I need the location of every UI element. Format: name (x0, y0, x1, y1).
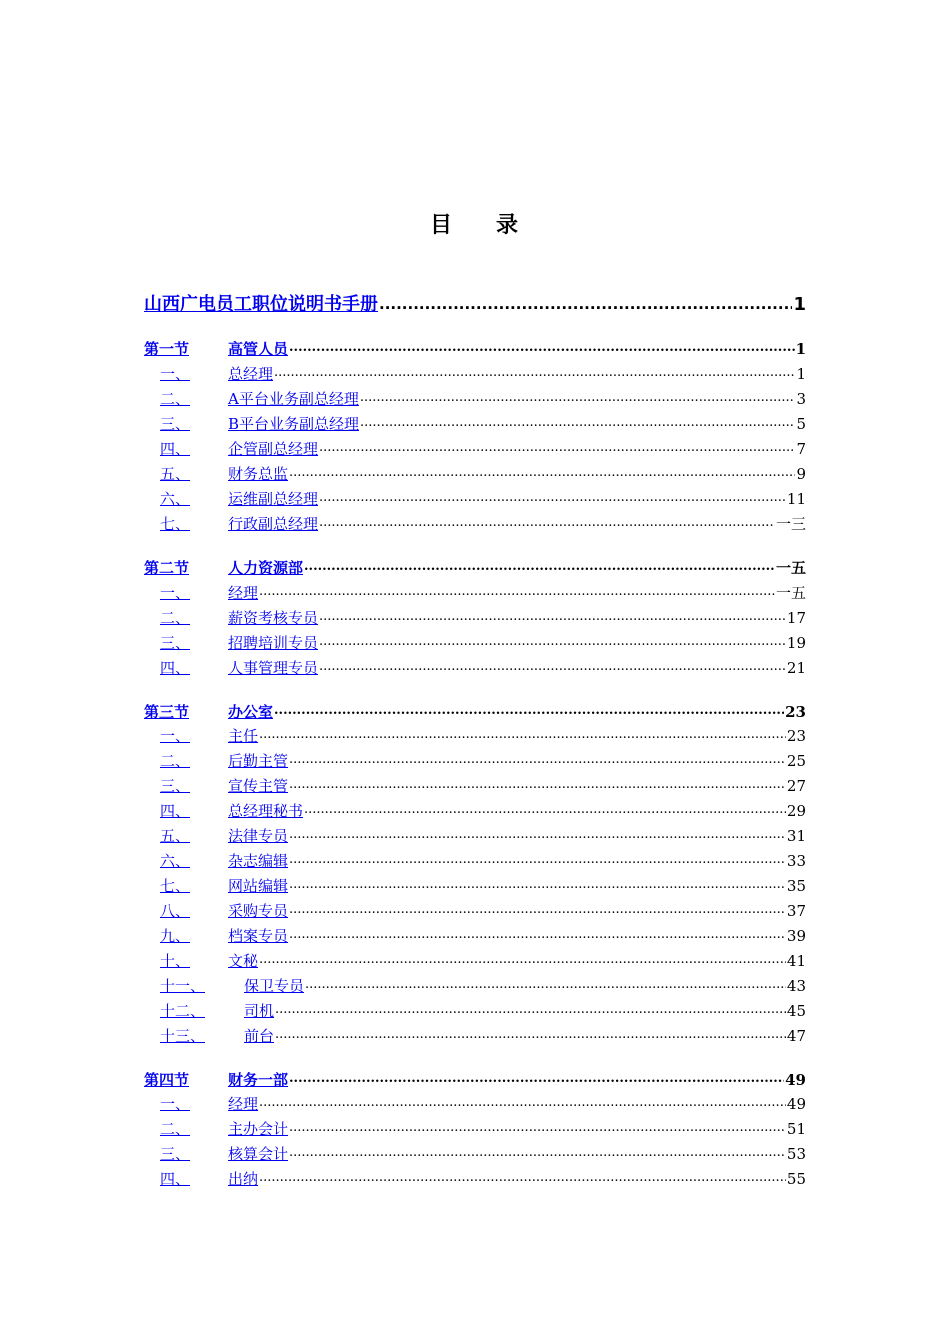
toc-entry-item[interactable] (144, 437, 806, 459)
toc-entry-item[interactable] (144, 1142, 806, 1164)
toc-entry-number[interactable]: 二、 (160, 609, 191, 627)
toc-entry-label[interactable]: 运维副总经理 (228, 490, 319, 508)
toc-entry-number[interactable]: 三、 (160, 777, 191, 795)
toc-page-number: 49 (785, 1071, 806, 1089)
toc-leader-dots (289, 1071, 784, 1087)
toc-leader-dots (275, 1027, 786, 1043)
toc-entry-item[interactable] (144, 362, 806, 384)
toc-leader-dots (289, 852, 786, 868)
toc-entry-label[interactable]: 出纳 (228, 1170, 259, 1188)
toc-page-number: 17 (786, 609, 806, 627)
toc-entry-number[interactable]: 三、 (160, 415, 191, 433)
toc-entry-label[interactable]: 主办会计 (228, 1120, 289, 1138)
toc-entry-document[interactable] (144, 289, 806, 315)
toc-entry-item[interactable] (144, 631, 806, 653)
toc-entry-item[interactable] (144, 974, 806, 996)
toc-entry-section[interactable] (144, 337, 806, 359)
toc-leader-dots (319, 490, 786, 506)
toc-page-number: 41 (786, 952, 806, 970)
toc-leader-dots (259, 584, 775, 600)
toc-entry-item[interactable] (144, 874, 806, 896)
toc-entry-item[interactable] (144, 774, 806, 796)
toc-entry-number[interactable]: 五、 (160, 465, 191, 483)
toc-entry-label[interactable]: 总经理秘书 (228, 802, 304, 820)
toc-entry-label[interactable]: 薪资考核专员 (228, 609, 319, 627)
toc-leader-dots (289, 877, 786, 893)
toc-page-number: 45 (786, 1002, 806, 1020)
toc-leader-dots (259, 952, 786, 968)
toc-page-number: 39 (786, 927, 806, 945)
toc-entry-number[interactable]: 五、 (160, 827, 191, 845)
toc-page-number: 1 (796, 365, 806, 383)
toc-leader-dots (319, 634, 786, 650)
toc-entry-item[interactable] (144, 899, 806, 921)
toc-leader-dots (319, 515, 775, 531)
page-title (0, 208, 950, 239)
toc-leader-dots (319, 609, 786, 625)
toc-leader-dots (289, 927, 786, 943)
toc-page-number: 51 (786, 1120, 806, 1138)
toc-entry-number[interactable]: 第二节 (144, 559, 190, 577)
toc-entry-number[interactable]: 四、 (160, 802, 191, 820)
toc-entry-label[interactable]: 保卫专员 (244, 977, 305, 995)
toc-entry-number[interactable]: 第四节 (144, 1071, 190, 1089)
toc-entry-item[interactable] (144, 487, 806, 509)
toc-entry-number[interactable]: 四、 (160, 440, 191, 458)
toc-entry-number[interactable]: 九、 (160, 927, 191, 945)
toc-leader-dots (289, 1145, 786, 1161)
toc-entry-number[interactable]: 第一节 (144, 340, 190, 358)
toc-leader-dots (275, 1002, 786, 1018)
toc-page-number: 37 (786, 902, 806, 920)
toc-leader-dots (274, 703, 784, 719)
toc-entry-number[interactable]: 四、 (160, 1170, 191, 1188)
toc-entry-item[interactable] (144, 724, 806, 746)
toc-entry-label[interactable]: 财务一部 (228, 1071, 289, 1089)
toc-leader-dots (319, 440, 795, 456)
toc-leader-dots (289, 752, 786, 768)
toc-entry-label[interactable]: 采购专员 (228, 902, 289, 920)
toc-leader-dots (289, 340, 795, 356)
toc-entry-label[interactable]: 核算会计 (228, 1145, 289, 1163)
toc-leader-dots (259, 1170, 786, 1186)
toc-leader-dots (289, 827, 786, 843)
toc-entry-number[interactable]: 七、 (160, 515, 191, 533)
title-char-2: 录 (496, 212, 521, 238)
toc-entry-section[interactable] (144, 556, 806, 578)
toc-entry-item[interactable] (144, 799, 806, 821)
toc-entry-number[interactable]: 十、 (160, 952, 191, 970)
toc-entry-number[interactable]: 六、 (160, 490, 191, 508)
toc-page-number: 21 (786, 659, 806, 677)
toc-entry-number[interactable]: 一、 (160, 727, 191, 745)
toc-entry-section[interactable] (144, 1068, 806, 1090)
toc-entry-number[interactable]: 二、 (160, 390, 191, 408)
toc-entry-label[interactable]: 司机 (244, 1002, 275, 1020)
toc-page-number: 11 (786, 490, 806, 508)
toc-entry-number[interactable]: 一、 (160, 365, 191, 383)
toc-entry-item[interactable] (144, 512, 806, 534)
toc-entry-label[interactable]: 经理 (228, 1095, 259, 1113)
toc-page-number: 1 (795, 340, 806, 358)
toc-leader-dots (305, 977, 786, 993)
toc-entry-label[interactable]: 人力资源部 (228, 559, 304, 577)
toc-entry-number[interactable]: 八、 (160, 902, 191, 920)
toc-entry-item[interactable] (144, 581, 806, 603)
toc-entry-number[interactable]: 十一、 (160, 977, 206, 995)
toc-leader-dots (304, 802, 786, 818)
toc-page-number: 47 (786, 1027, 806, 1045)
toc-entry-item[interactable] (144, 1117, 806, 1139)
toc-entry-label[interactable]: A平台业务副总经理 (228, 390, 359, 408)
toc-page-number: 一五 (775, 584, 806, 602)
toc-entry-item[interactable] (144, 387, 806, 409)
toc-page-number: 49 (786, 1095, 806, 1113)
toc-entry-item[interactable] (144, 1024, 806, 1046)
toc-page-number: 5 (796, 415, 806, 433)
toc-entry-label[interactable]: 前台 (244, 1027, 275, 1045)
toc-page-number: 1 (793, 294, 806, 315)
toc-entry-label[interactable]: 办公室 (228, 703, 274, 721)
toc-entry-label[interactable]: 档案专员 (228, 927, 289, 945)
toc-entry-item[interactable] (144, 656, 806, 678)
toc-entry-item[interactable] (144, 849, 806, 871)
toc-entry-label[interactable]: 杂志编辑 (228, 852, 289, 870)
toc-entry-label[interactable]: 招聘培训专员 (228, 634, 319, 652)
toc-entry-label[interactable]: 企管副总经理 (228, 440, 319, 458)
toc-entry-number[interactable]: 三、 (160, 634, 191, 652)
toc-page-number: 3 (796, 390, 806, 408)
toc-leader-dots (289, 777, 786, 793)
toc-leader-dots (360, 415, 795, 431)
toc-entry-label[interactable]: 宣传主管 (228, 777, 289, 795)
toc-entry-item[interactable] (144, 412, 806, 434)
toc-page-number: 43 (786, 977, 806, 995)
toc-entry-label[interactable]: B平台业务副总经理 (228, 415, 360, 433)
toc-entry-number[interactable]: 十二、 (160, 1002, 206, 1020)
toc-entry-item[interactable] (144, 606, 806, 628)
toc-page-number: 55 (786, 1170, 806, 1188)
toc-leader-dots (259, 727, 786, 743)
toc-page-number: 35 (786, 877, 806, 895)
toc-page-number: 7 (796, 440, 806, 458)
toc-entry-item[interactable] (144, 1092, 806, 1114)
toc-entry-label[interactable]: 法律专员 (228, 827, 289, 845)
toc-entry-section[interactable] (144, 700, 806, 722)
toc-page-number: 23 (786, 727, 806, 745)
toc-entry-number[interactable]: 二、 (160, 1120, 191, 1138)
toc-entry-number[interactable]: 十三、 (160, 1027, 206, 1045)
toc-leader-dots (304, 559, 775, 575)
toc-page-number: 一三 (775, 515, 806, 533)
toc-page-number: 9 (796, 465, 806, 483)
toc-entry-label[interactable]: 高管人员 (228, 340, 289, 358)
toc-entry-number[interactable]: 二、 (160, 752, 191, 770)
toc-entry-number[interactable]: 四、 (160, 659, 191, 677)
toc-entry-number[interactable]: 一、 (160, 584, 191, 602)
toc-entry-label[interactable]: 主任 (228, 727, 259, 745)
toc-entry-label[interactable]: 财务总监 (228, 465, 289, 483)
toc-leader-dots (259, 1095, 786, 1111)
toc-leader-dots (274, 365, 795, 381)
toc-page-number: 19 (786, 634, 806, 652)
toc-entry-label[interactable]: 后勤主管 (228, 752, 289, 770)
toc-entry-item[interactable] (144, 824, 806, 846)
toc-leader-dots (319, 659, 786, 675)
toc-entry-label[interactable]: 行政副总经理 (228, 515, 319, 533)
toc-entry-number[interactable]: 七、 (160, 877, 191, 895)
toc-entry-label[interactable]: 网站编辑 (228, 877, 289, 895)
toc-entry-item[interactable] (144, 1167, 806, 1189)
toc-leader-dots (289, 465, 795, 481)
toc-page-number: 一五 (775, 559, 806, 577)
toc-entry-label[interactable]: 人事管理专员 (228, 659, 319, 677)
title-char-1: 目 (429, 212, 454, 238)
toc-entry-number[interactable]: 一、 (160, 1095, 191, 1113)
toc-entry-item[interactable] (144, 924, 806, 946)
toc-leader-dots (360, 390, 796, 406)
toc-page-number: 23 (785, 703, 806, 721)
toc-entry-item[interactable] (144, 749, 806, 771)
toc-leader-dots (379, 296, 792, 312)
toc-page-number: 53 (786, 1145, 806, 1163)
toc-entry-number[interactable]: 三、 (160, 1145, 191, 1163)
toc-entry-number[interactable]: 六、 (160, 852, 191, 870)
toc-entry-item[interactable] (144, 949, 806, 971)
toc-entry-number[interactable]: 第三节 (144, 703, 190, 721)
toc-page-number: 33 (786, 852, 806, 870)
toc-entry-label[interactable]: 经理 (228, 584, 259, 602)
toc-leader-dots (289, 1120, 786, 1136)
toc-entry-item[interactable] (144, 999, 806, 1021)
toc-page-number: 27 (786, 777, 806, 795)
toc-page-number: 31 (786, 827, 806, 845)
toc-page-number: 29 (786, 802, 806, 820)
toc-entry-label[interactable]: 文秘 (228, 952, 259, 970)
toc-leader-dots (289, 902, 786, 918)
toc-entry-label[interactable]: 总经理 (228, 365, 274, 383)
toc-entry-item[interactable] (144, 462, 806, 484)
toc-entry-label[interactable]: 山西广电员工职位说明书手册 (144, 294, 378, 315)
toc-page-number: 25 (786, 752, 806, 770)
